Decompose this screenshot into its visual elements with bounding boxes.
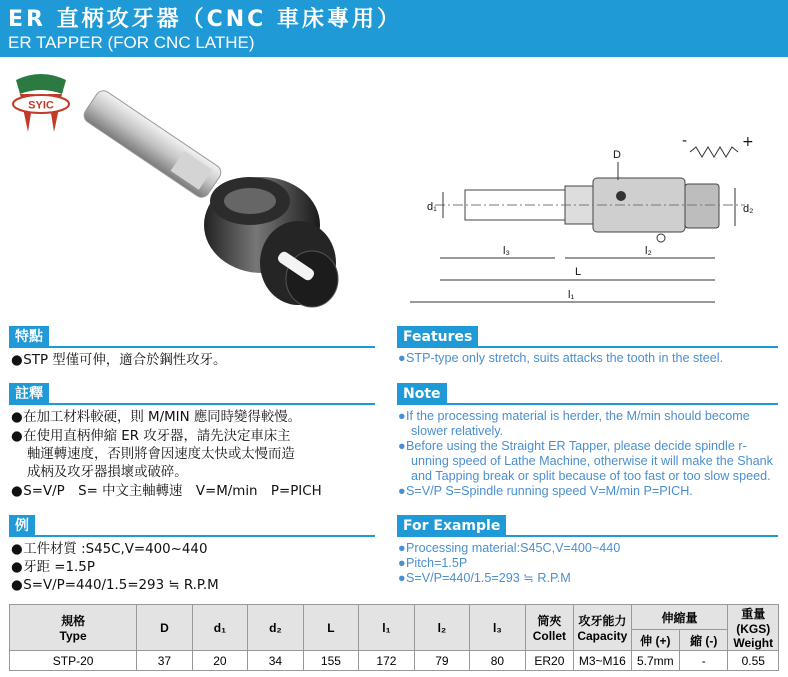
syic-logo bbox=[10, 72, 72, 140]
svg-text:+: + bbox=[742, 134, 754, 150]
notes-en-item: ●S=V/P S=Spindle running speed V=M/min P=PICH. bbox=[398, 484, 693, 498]
features-zh-item: ● STP 型僅可伸，適合於鋼性攻牙。 bbox=[11, 353, 227, 368]
col-D: D bbox=[137, 605, 193, 651]
col-type: 規格 Type bbox=[10, 605, 137, 651]
col-extension: 伸縮量 bbox=[631, 605, 728, 630]
cell-d1: 20 bbox=[192, 651, 248, 671]
col-l2: l₂ bbox=[414, 605, 470, 651]
section-underline bbox=[397, 535, 778, 537]
section-underline bbox=[9, 535, 375, 537]
example-zh-item: ● S=V/P=440/1.5=293 ≒ R.P.M bbox=[11, 578, 219, 593]
svg-text:l₂: l₂ bbox=[645, 245, 652, 257]
cell-weight: 0.55 bbox=[728, 651, 779, 671]
notes-en-item-cont: and Tapping break or split because of too fast or too slow speed. bbox=[411, 469, 771, 483]
cell-d2: 34 bbox=[248, 651, 304, 671]
notes-zh-heading: 註釋 bbox=[9, 383, 49, 405]
svg-text:d₁: d₁ bbox=[427, 201, 437, 213]
col-L: L bbox=[303, 605, 359, 651]
section-underline bbox=[397, 403, 778, 405]
cell-l3: 80 bbox=[470, 651, 526, 671]
notes-en-item-cont: unning speed of Lathe Machine, otherwise it will make the Shank bbox=[411, 454, 773, 468]
example-en-heading: For Example bbox=[397, 515, 506, 537]
col-extension-minus: 縮 (-) bbox=[680, 630, 728, 651]
features-en-item: ●STP-type only stretch, suits attacks the tooth in the steel. bbox=[398, 351, 724, 365]
col-collet: 筒夾 Collet bbox=[525, 605, 573, 651]
col-d1: d₁ bbox=[192, 605, 248, 651]
notes-zh-item: ● S=V/P S= 中文主軸轉速 V=M/min P=PICH bbox=[11, 484, 322, 499]
features-zh-heading: 特點 bbox=[9, 326, 49, 348]
page-header bbox=[0, 0, 788, 57]
features-en-heading: Features bbox=[397, 326, 478, 348]
page-title-en: ER TAPPER (FOR CNC LATHE) bbox=[8, 33, 255, 52]
section-underline bbox=[9, 346, 375, 348]
cell-l2: 79 bbox=[414, 651, 470, 671]
col-l1: l₁ bbox=[359, 605, 415, 651]
col-l3: l₃ bbox=[470, 605, 526, 651]
example-en-item: ●S=V/P=440/1.5=293 ≒ R.P.M bbox=[398, 571, 571, 585]
notes-zh-item: ● 在加工材料較硬，則 M/MIN 應同時變得較慢。 bbox=[11, 410, 302, 425]
example-zh-item: ● 牙距 =1.5P bbox=[11, 560, 95, 575]
example-en-item: ●Pitch=1.5P bbox=[398, 556, 468, 570]
cell-minus: - bbox=[680, 651, 728, 671]
notes-zh-item-cont: 軸運轉速度，否則將會因速度太快或太慢而造 bbox=[27, 447, 295, 462]
col-d2: d₂ bbox=[248, 605, 304, 651]
spec-table bbox=[9, 604, 779, 671]
svg-text:d₂: d₂ bbox=[743, 203, 754, 215]
notes-en-item: ●If the processing material is herder, the M/min should become bbox=[398, 409, 750, 423]
col-extension-plus: 伸 (+) bbox=[631, 630, 679, 651]
notes-zh-item: ● 在使用直柄伸縮 ER 攻牙器，請先決定車床主 bbox=[11, 429, 291, 444]
section-underline bbox=[9, 403, 375, 405]
cell-D: 37 bbox=[137, 651, 193, 671]
col-weight: 重量 (KGS) Weight bbox=[728, 605, 779, 651]
svg-text:l₁: l₁ bbox=[568, 289, 575, 301]
cell-capacity: M3~M16 bbox=[574, 651, 632, 671]
page-title-zh: ER 直柄攻牙器（CNC 車床專用） bbox=[8, 7, 402, 32]
cell-collet: ER20 bbox=[525, 651, 573, 671]
section-underline bbox=[397, 346, 778, 348]
svg-text:L: L bbox=[575, 266, 582, 278]
svg-text:-: - bbox=[682, 133, 688, 149]
notes-en-heading: Note bbox=[397, 383, 447, 405]
notes-en-item-cont: slower relatively. bbox=[411, 424, 504, 438]
cell-type: STP-20 bbox=[10, 651, 137, 671]
table-row bbox=[10, 651, 779, 671]
dimension-drawing bbox=[405, 130, 780, 312]
cell-plus: 5.7mm bbox=[631, 651, 679, 671]
notes-en-item: ●Before using the Straight ER Tapper, please decide spindle r- bbox=[398, 439, 747, 453]
notes-zh-item-cont: 成柄及攻牙器損壞或破碎。 bbox=[27, 465, 188, 480]
svg-text:SYIC: SYIC bbox=[28, 99, 54, 112]
svg-text:D: D bbox=[613, 149, 621, 161]
svg-text:l₃: l₃ bbox=[503, 245, 510, 257]
example-zh-heading: 例 bbox=[9, 515, 35, 537]
cell-l1: 172 bbox=[359, 651, 415, 671]
col-capacity: 攻牙能力 Capacity bbox=[574, 605, 632, 651]
example-zh-item: ● 工件材質 :S45C,V=400~440 bbox=[11, 542, 208, 557]
product-photo bbox=[72, 75, 362, 315]
example-en-item: ●Processing material:S45C,V=400~440 bbox=[398, 541, 621, 555]
cell-L: 155 bbox=[303, 651, 359, 671]
